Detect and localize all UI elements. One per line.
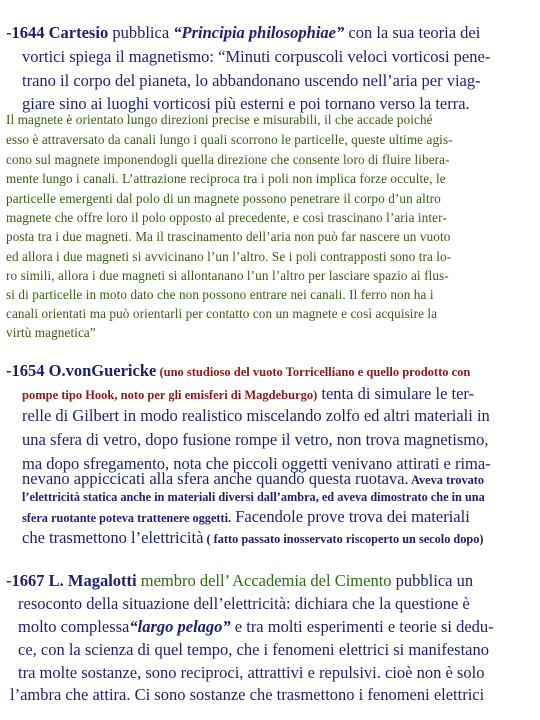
quote-line: ro simili, allora i due magneti si allontanano l’un l’altro per lasciare spazio ai flus- bbox=[6, 268, 449, 283]
quote-line: Il magnete è orientato lungo direzioni precise e misurabili, il che accade poiché bbox=[6, 112, 433, 127]
section2-date: -1654 bbox=[6, 361, 45, 380]
section1-line1-mid: pubblica bbox=[108, 23, 174, 42]
section3-line1-end: pubblica un bbox=[391, 571, 474, 590]
quote-line: virtù magnetica” bbox=[6, 325, 96, 340]
section3-line3 bbox=[18, 619, 494, 636]
section2-line5: ma dopo sfregamento, nota che piccoli oggetti venivano attirati e rima- bbox=[22, 454, 491, 473]
section2-line2 bbox=[22, 386, 474, 403]
section2-line6-small: Aveva trovato bbox=[408, 473, 485, 487]
section3-date: -1667 bbox=[6, 571, 45, 590]
section1-line2: vortici spiega il magnetismo: “Minuti corpuscoli veloci vorticosi pene- bbox=[22, 47, 491, 66]
section2-line8-end: Facendole prove trova dei materiali bbox=[231, 507, 470, 526]
section2-line6 bbox=[22, 471, 484, 488]
section2-line3: relle di Gilbert in modo realistico miscelando zolfo ed altri materiali in bbox=[22, 406, 490, 425]
section2-line9-small: ( fatto passato inosservato riscoperto un secolo dopo) bbox=[203, 532, 484, 546]
section3-line6: l’ambra che attira. Ci sono sostanze che trasmettono i fenomeni elettrici bbox=[10, 685, 485, 704]
section3-line1 bbox=[6, 573, 473, 590]
section3-term: “largo pelago” bbox=[129, 617, 231, 636]
section2-line8-small: sfera ruotante poteva trattenere oggetti. bbox=[22, 511, 232, 525]
section1-author: Cartesio bbox=[48, 23, 109, 42]
quote-line: mente lungo i canali. L’attrazione reciproca tra i poli non implica forze occulte, le bbox=[6, 171, 446, 186]
section2-author: O.vonGuericke bbox=[48, 361, 157, 380]
section2-line9-text: che trasmettono l’elettricità bbox=[22, 528, 204, 547]
section2-line8 bbox=[22, 509, 470, 526]
section1-work-title: “Principia philosophiae” bbox=[173, 23, 345, 42]
section3-author: L. Magalotti bbox=[48, 571, 137, 590]
section3-line3-end: e tra molti esperimenti e teorie si dedu- bbox=[230, 617, 494, 636]
section2-line6-text: nevano appiccicati alla sfera anche quando questa ruotava. bbox=[22, 469, 409, 488]
section2-line4: una sfera di vetro, dopo fusione rompe il vetro, non trova magnetismo, bbox=[22, 430, 489, 449]
section2-note2: pompe tipo Hook, noto per gli emisferi di Magdeburgo) bbox=[22, 388, 318, 402]
section1-line1-end: con la sua teoria dei bbox=[344, 23, 481, 42]
section1-date: -1644 bbox=[6, 23, 45, 42]
section3-member: membro dell’ Accademia del Cimento bbox=[136, 571, 392, 590]
quote-line: magnete che offre loro il polo opposto al precedente, e così trascinano l’aria inter- bbox=[6, 210, 447, 225]
section2-line2-end: tenta di simulare le ter- bbox=[317, 384, 475, 403]
section3-line3-start: molto complessa bbox=[18, 617, 130, 636]
quote-line: cono sul magnete imponendogli quella direzione che consente loro di fluire libera- bbox=[6, 152, 450, 167]
section3-line2: resoconto della situazione dell’elettricità: dichiara che la questione è bbox=[18, 594, 470, 613]
quote-line: posta tra i due magneti. Ma il trascinamento dell’aria non può far nascere un vuoto bbox=[6, 229, 451, 244]
section1-line3: trano il corpo del pianeta, lo abbandonano uscendo nell’aria per viag- bbox=[22, 71, 481, 90]
section1-line4: giare sino ai luoghi vorticosi più esterni e poi tornano verso la terra. bbox=[22, 94, 470, 113]
section3-line5: tra molte sostanze, sono reciproci, attrattivi e repulsivi. cioè non è solo bbox=[18, 663, 485, 682]
section2-note1: (uno studioso del vuoto Torricelliano e quello prodotto con bbox=[156, 365, 471, 379]
quote-line: si di particelle in moto dato che non possono entrare nei canali. Il ferro non ha i bbox=[6, 287, 434, 302]
section1-line1 bbox=[6, 25, 480, 42]
quote-line: canali orientati ma può orientarli per contatto con un magnete e così acquisire la bbox=[6, 306, 438, 321]
quote-line: particelle emergenti dal polo di un magnete possono penetrare il corpo d’un altro bbox=[6, 191, 441, 206]
section2-line1 bbox=[6, 363, 470, 380]
quote-line: esso è attraversato da canali lungo i quali scorrono le particelle, queste ultime agis- bbox=[6, 132, 453, 147]
section2-line9 bbox=[22, 530, 484, 547]
quote-line: ed allora i due magneti si avvicinano l’un l’altro. Se i poli contrapposti sono tra lo- bbox=[6, 249, 452, 264]
section3-line4: ce, con la scienza di quel tempo, che i fenomeni elettrici si manifestano bbox=[18, 640, 489, 659]
section2-line7: l’elettricità statica anche in materiali diversi dall’ambra, ed aveva dimostrato che in una bbox=[22, 490, 485, 504]
